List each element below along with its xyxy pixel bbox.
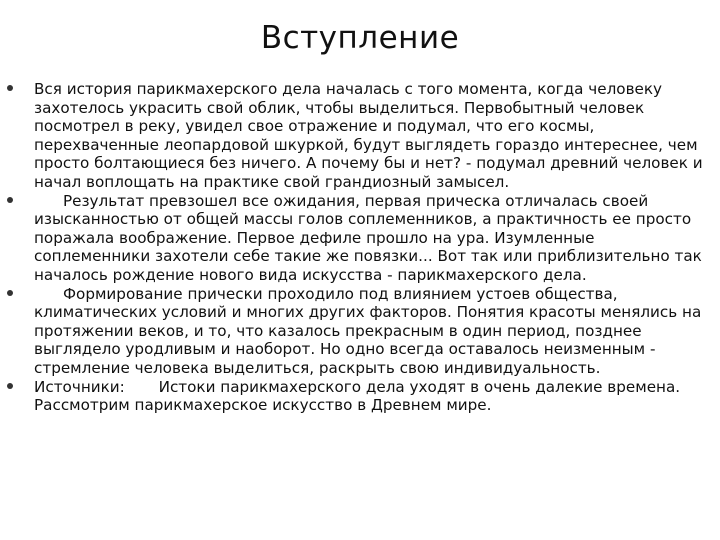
bullet-item [0,192,720,285]
bullet-item [0,285,720,378]
slide-title: Вступление [260,20,460,56]
bullet-text: Источники: Истоки парикмахерского дела уходят в очень далекие времена. Рассмотрим парикмахерское искусство в Древнем мире. [34,377,685,415]
bullet-item [0,80,720,192]
bullet-item [0,378,720,415]
bullet-list [0,80,720,415]
bullet-dot-icon [7,197,13,203]
bullet-dot-icon [7,383,13,389]
bullet-text: Формирование прически проходило под влиянием устоев общества, климатических условий и многих других факторов. Понятия красоты менялись на протяжении веков, и то, что казалось прекрасным в один период, позднее выглядело уродливым и наоборот. Но одно всегда оставалось неизменным - стремление человека выделиться, раскрыть свою индивидуальность. [34,284,707,377]
bullet-dot-icon [7,85,13,91]
bullet-text: Вся история парикмахерского дела началась с того момента, когда человеку захотелось украсить свой облик, чтобы выделиться. Первобытный человек посмотрел в реку, увидел свое отражение и подумал, что его космы, перехваченные леопардовой шкуркой, будут выглядеть гораздо интереснее, чем просто болтающиеся без ничего. А почему бы и нет? - подумал древний человек и начал воплощать на практике свой грандиозный замысел. [34,80,708,191]
bullet-text: Результат превзошел все ожидания, первая прическа отличалась своей изысканностью от общей массы голов соплеменников, а практичность ее просто поражала воображение. Первое дефиле прошло на ура. Изумленные соплеменники захотели себе такие же повязки... Вот так или приблизительно так началось рождение нового вида искусства - парикмахерского дела. [34,191,707,284]
bullet-dot-icon [7,290,13,296]
